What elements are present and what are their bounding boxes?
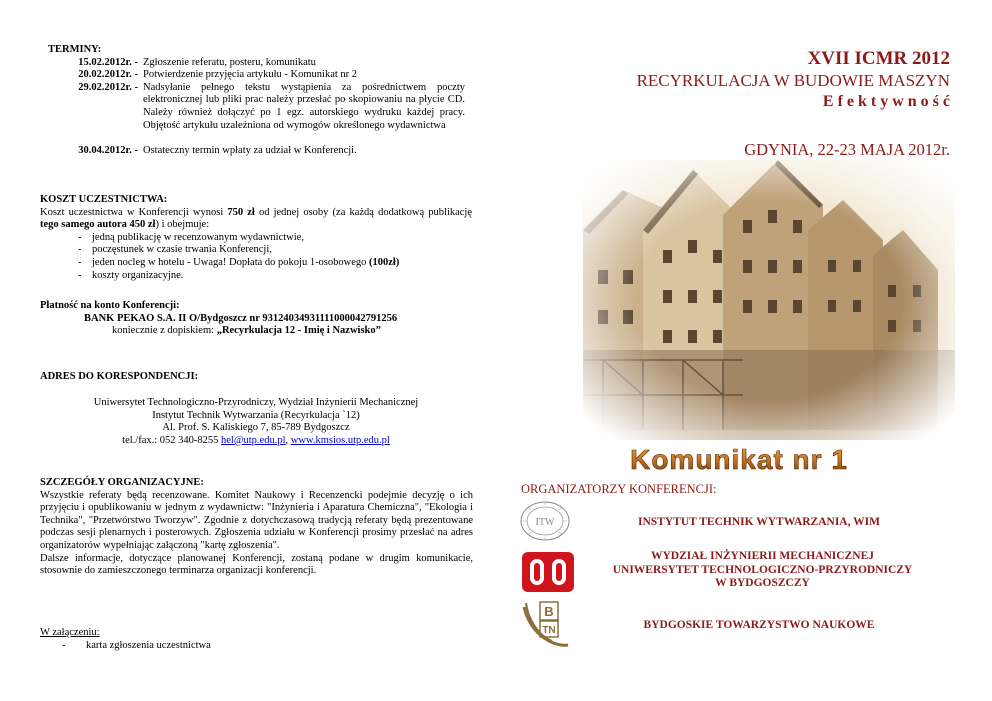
cost-heading: KOSZT UCZESTNICTWA: xyxy=(40,194,168,205)
details-section xyxy=(40,477,473,578)
svg-text:ITW: ITW xyxy=(535,517,555,528)
deadline-row xyxy=(48,145,468,158)
deadline-row xyxy=(48,69,468,82)
payment-note xyxy=(40,325,472,338)
conference-theme: E f e k t y w n o ś ć xyxy=(822,93,950,110)
address-line: Al. Prof. S. Kaliskiego 7, 85-789 Bydgoszcz xyxy=(162,422,350,434)
organizer-name: BYDGOSKIE TOWARZYSTWO NAUKOWE xyxy=(643,619,875,631)
address-contact xyxy=(40,435,472,448)
details-text: Dalsze informacje, dotyczące planowanej Konferencji, zostaną podane w drugim komunikacie, stosownie do zamieszczonego terminarza organizacji konferencji. xyxy=(40,552,473,577)
payment-section xyxy=(40,300,472,338)
attachment-item-text: karta zgłoszenia uczestnictwa xyxy=(86,639,211,651)
phone-fax: tel./fax.: 052 340-8255 xyxy=(122,434,222,446)
address-line: Instytut Technik Wytwarzania (Recyrkulacja `12) xyxy=(152,409,360,421)
conference-title: XVII ICMR 2012 xyxy=(807,48,950,69)
list-item: - koszty organizacyjne. xyxy=(40,270,472,283)
btn-logo-icon xyxy=(518,599,574,654)
cost-intro-text: od jednej osoby (za każdą dodatkową publikację xyxy=(254,206,473,218)
granaries-photo xyxy=(583,160,955,440)
organizer-row xyxy=(519,500,571,542)
list-item-text: jeden nocleg w hotelu - Uwaga! Dopłata do pokoju 1-osobowego xyxy=(92,256,370,268)
svg-text:B: B xyxy=(544,604,554,619)
attachment-heading: W załączeniu: xyxy=(40,627,100,638)
organizers-heading: ORGANIZATORZY KONFERENCJI: xyxy=(521,482,717,496)
list-item: - jedną publikację w recenzowanym wydawnictwie, xyxy=(40,232,472,245)
granaries-photo-image xyxy=(583,160,955,440)
deadlines-heading: TERMINY: xyxy=(48,44,102,55)
deadline-date: 15.02.2012r. - xyxy=(78,56,138,68)
cost-amount: 750 zł xyxy=(227,206,255,218)
place-date: GDYNIA, 22-23 MAJA 2012r. xyxy=(744,140,950,159)
itw-seal-icon xyxy=(519,500,571,542)
list-item xyxy=(40,257,472,270)
bullet-dash: - xyxy=(62,639,66,651)
deadline-row xyxy=(48,82,468,132)
svg-text:TN: TN xyxy=(542,625,556,636)
cost-intro-text: Koszt uczestnictwa w Konferencji wynosi xyxy=(40,206,228,218)
attachment-section xyxy=(40,627,340,652)
cost-intro xyxy=(40,207,472,232)
organizer-name-line: W BYDGOSZCZY xyxy=(715,577,810,589)
website-link[interactable]: www.kmsios.utp.edu.pl xyxy=(290,434,390,446)
komunikat-banner-graphic xyxy=(594,442,884,476)
conference-header xyxy=(637,48,950,112)
komunikat-title: Komunikat nr 1 xyxy=(630,444,848,475)
organizer-name-line: UNIWERSYTET TECHNOLOGICZNO-PRZYRODNICZY xyxy=(612,563,913,576)
attachment-item xyxy=(40,640,340,653)
cost-extra-amount: tego samego autora 450 zł xyxy=(40,219,156,231)
deadline-date: 29.02.2012r. - xyxy=(78,81,138,93)
conference-subtitle: RECYRKULACJA W BUDOWIE MASZYN xyxy=(636,71,950,90)
deadline-text: Potwierdzenie przyjęcia artykułu - Komunikat nr 2 xyxy=(143,69,358,81)
deadline-text: Ostateczny termin wpłaty za udział w Konferencji. xyxy=(143,145,357,157)
details-text: Wszystkie referaty będą recenzowane. Komitet Naukowy i Recenzencki podejmie decyzję o ich przyjęciu i opublikowaniu w jednym z wydawnictw: "Inżynieria i Aparatura Chemiczna", "Ekologia i Technika", "Przetwórstwo Tworzyw". Zgodnie z dotychczasową tradycją referaty będą prezentowane podczas sesji plenarnych i posterowych. Zgłoszenia udziału w Konferencji prosimy przesłać na adres organizatorów wypełniając załączoną "kartę zgłoszenia". xyxy=(40,489,473,551)
cost-list xyxy=(40,232,472,282)
list-item: - poczęstunek w czasie trwania Konferencji, xyxy=(40,244,472,257)
organizer-name: INSTYTUT TECHNIK WYTWARZANIA, WIM xyxy=(638,516,880,528)
single-room-surcharge: (100zł) xyxy=(369,256,400,268)
address-line: Uniwersytet Technologiczno-Przyrodniczy, Wydział Inżynierii Mechanicznej xyxy=(93,397,419,408)
deadlines-section xyxy=(48,44,468,158)
komunikat-banner xyxy=(594,442,884,476)
deadline-row xyxy=(48,57,468,70)
separator: , xyxy=(285,434,291,446)
payment-heading: Płatność na konto Konferencji: xyxy=(40,300,180,311)
payment-note-text: „Recyrkulacja 12 - Imię i Nazwisko” xyxy=(216,325,381,337)
address-heading: ADRES DO KORESPONDENCJI: xyxy=(40,371,199,382)
cost-section xyxy=(40,194,472,282)
payment-note-prefix: koniecznie z dopiskiem: xyxy=(112,325,217,337)
organizer-name xyxy=(590,550,935,591)
utp-logo-icon xyxy=(522,552,574,597)
deadline-date: 30.04.2012r. - xyxy=(78,145,138,157)
email-link[interactable]: hel@utp.edu.pl xyxy=(221,434,286,446)
bank-account: BANK PEKAO S.A. II O/Bydgoszcz nr 93124034931111000042791256 xyxy=(84,312,398,324)
address-block xyxy=(40,397,472,447)
deadline-date: 20.02.2012r. - xyxy=(78,69,138,81)
deadline-text: Nadsyłanie pełnego tekstu wystąpienia za pośrednictwem poczty elektronicznej lub pliki prac należy przesłać po skopiowaniu na płycie CD. Należy również dołączyć po 1 egz. autorskiego wydruku każdej pracy. Objętość artykułu uzależniona od wymogów określonego wydawnictwa xyxy=(143,81,465,131)
deadline-text: Zgłoszenie referatu, posteru, komunikatu xyxy=(143,56,316,68)
details-heading: SZCZEGÓŁY ORGANIZACYJNE: xyxy=(40,477,204,488)
organizer-name-line: WYDZIAŁ INŻYNIERII MECHANICZNEJ xyxy=(650,550,874,562)
cost-intro-text: ) i obejmuje: xyxy=(155,219,210,231)
